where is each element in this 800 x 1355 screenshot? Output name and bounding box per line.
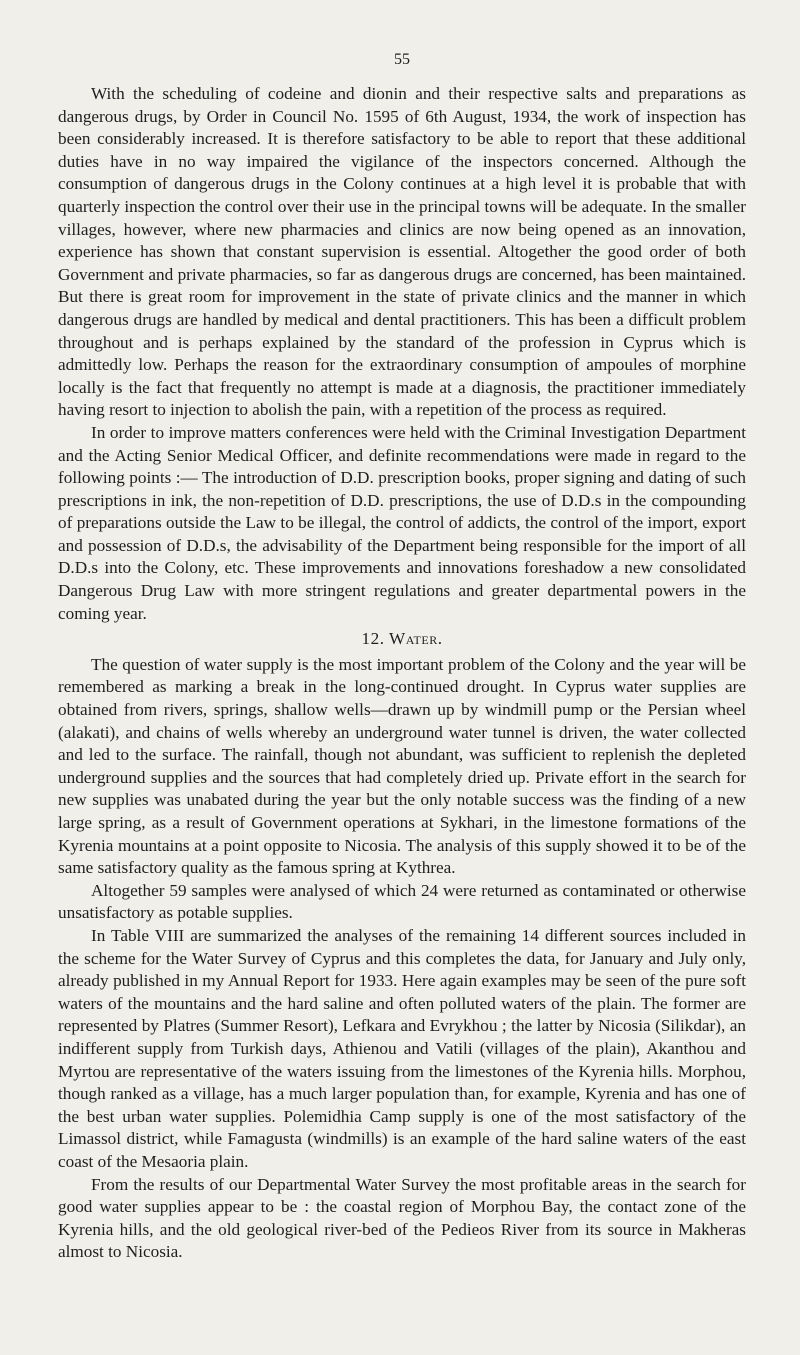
paragraph-table-viii: In Table VIII are summarized the analyses of the remaining 14 different sources included in the scheme for the Water Survey of Cyprus and this completes the data, for January and July only, already published in my Annual Report for 1933. Here again examples may be seen of the pure soft waters of the mountains and the hard saline and often polluted waters of the plain. The former are represented by Platres (Summer Resort), Lefkara and Evrykhou ; the latter by Nicosia (Silikdar), an indifferent supply from Turkish days, Athienou and Vatili (villages of the plain), Akanthou and Myrtou are representative of the waters issuing from the limestones of the Kyrenia hills. Morphou, though ranked as a village, has a much larger population than, for example, Kyrenia and has one of the best urban water supplies. Polemidhia Camp supply is one of the most satisfactory of the Limassol district, while Famagusta (windmills) is an example of the hard saline waters of the east coast of the Mesaoria plain. [58, 925, 746, 1171]
paragraph-codeine-inspection: With the scheduling of codeine and dionin and their respective salts and preparations as dangerous drugs, by Order in Council No. 1595 of 6th August, 1934, the work of inspection has been considerably increased. It is therefore satisfactory to be able to report that these additional duties have in no way impaired the vigilance of the inspectors concerned. Although the consumption of dangerous drugs in the Colony continues at a high level it is probable that with quarterly inspection the control over their use in the principal towns will be adequate. In the smaller villages, however, where new pharmacies and clinics are now being opened as an innovation, experience has shown that constant supervision is essential. Altogether the good order of both Government and private pharmacies, so far as dangerous drugs are concerned, has been maintained. But there is great room for improvement in the state of private clinics and the manner in which dangerous drugs are handled by medical and dental practitioners. This has been a difficult problem throughout and is perhaps explained by the standard of the profession in Cyprus which is admittedly low. Perhaps the reason for the extraordinary consumption of ampoules of morphine locally is the fact that frequently no attempt is made at a diagnosis, the practitioner immediately having resort to injection to abolish the pain, with a repetition of the process as required. [58, 84, 746, 420]
paragraph-water-supply: The question of water supply is the most important problem of the Colony and the year will be remembered as marking a break in the long-continued drought. In Cyprus water supplies are obtained from rivers, springs, shallow wells—drawn up by windmill pump or the Persian wheel (alakati), and chains of wells whereby an underground water tunnel is driven, the water collected and led to the surface. The rainfall, though not abundant, was sufficient to replenish the depleted underground supplies and the sources that had completely dried up. Private effort in the search for new supplies was unabated during the year but the only notable success was the finding of a new large spring, as a result of Government operations at Sykhari, in the limestone formations of the Kyrenia mountains at a point opposite to Nicosia. The analysis of this supply showed it to be of the same satisfactory quality as the famous spring at Kythrea. [58, 654, 746, 878]
page-number: 55 [394, 51, 410, 68]
paragraph-conferences: In order to improve matters conferences were held with the Criminal Investigation Department and the Acting Senior Medical Officer, and definite recommendations were made in regard to the following points :— The introduction of D.D. prescription books, proper signing and dating of such prescriptions in ink, the non-repetition of D.D. prescriptions, the use of D.D.s in the compounding of preparations outside the Law to be illegal, the control of addicts, the control of the import, export and possession of D.D.s, the advisability of the Department being responsible for the import of all D.D.s into the Colony, etc. These improvements and innovations foreshadow a new consolidated Dangerous Drug Law with more stringent regulations and greater departmental powers in the coming year. [58, 422, 746, 623]
paragraph-water-survey-results: From the results of our Departmental Water Survey the most profitable areas in the search for good water supplies appear to be : the coastal region of Morphou Bay, the contact zone of the Kyrenia hills, and the old geological river-bed of the Pedieos River from its source in Makheras almost to Nicosia. [58, 1174, 746, 1262]
paragraph-samples-analysed: Altogether 59 samples were analysed of which 24 were returned as contaminated or otherwise unsatisfactory as potable supplies. [58, 880, 746, 923]
section-heading-water: 12. Water. [361, 629, 443, 649]
